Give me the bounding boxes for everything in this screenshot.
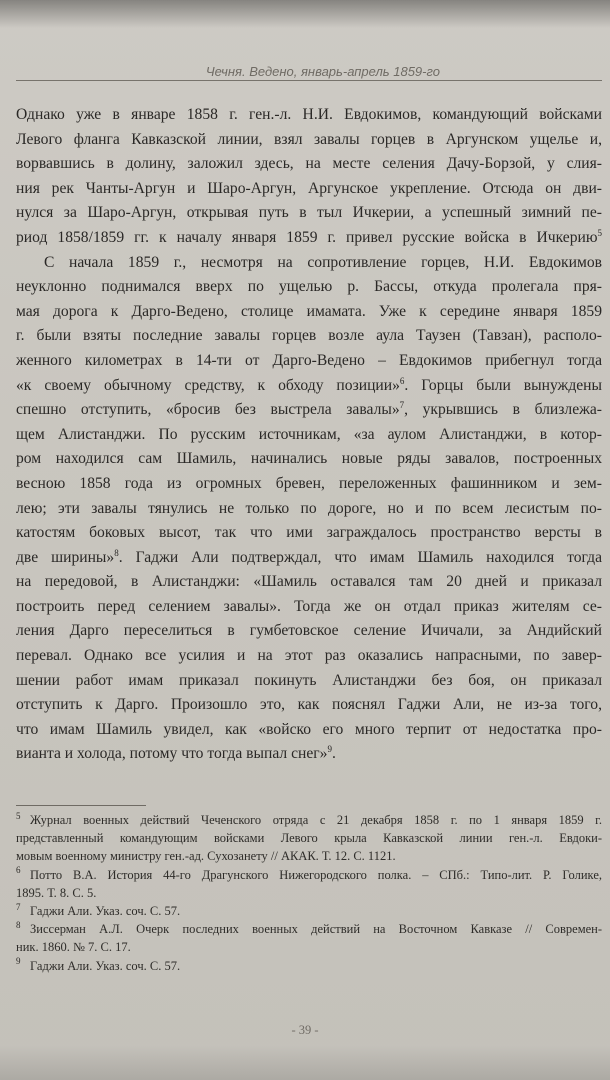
footnote-line: 5 Журнал военных действий Чеченского отряда с 21 декабря 1858 г. по 1 января 1859 г. (16, 811, 602, 827)
text-line: Однако уже в январе 1858 г. ген.-л. Н.И. Евдокимов, командующий войсками (16, 106, 602, 123)
footnote-ref[interactable]: 5 (597, 227, 602, 238)
footnote-text: Потто В.А. История 44-го Драгунского Нижегородского полка. – СПб.: Типо-лит. Р. Голике, (30, 867, 602, 882)
text-segment: . (331, 745, 336, 763)
footnote-text: Зиссерман А.Л. Очерк последних военных действий на Восточном Кавказе // Современ- (30, 922, 602, 937)
footnote-text: Журнал военных действий Чеченского отряда с 21 декабря 1858 г. по 1 января 1859 г. (30, 813, 602, 827)
footnote-text: Гаджи Али. Указ. соч. С. 57. (30, 958, 181, 973)
text-segment: . Горцы были вынуждены (404, 376, 602, 394)
text-line: шении работ имам приказал покинуть Алистанджи без боя, он приказал (16, 671, 602, 689)
text-line: мая дорога к Дарго-Ведено, столице имамата. Уже к середине января 1859 (16, 302, 602, 320)
footnote-line: 6 Потто В.А. История 44-го Драгунского Нижегородского полка. – СПб.: Типо-лит. Р. Голике, (16, 865, 602, 882)
footnote-line: 1895. Т. 8. С. 5. (16, 885, 97, 900)
text-line (16, 374, 602, 399)
text-segment: «к своему обычному средству, к обходу позиции» (16, 376, 400, 394)
text-line: ворвавшись в долину, заложил здесь, на месте селения Дачу-Борзой, у слия- (16, 155, 602, 173)
text-line: что имам Шамиль увидел, как «войско его много терпит от недостатка про- (16, 720, 602, 738)
text-segment: . Гаджи Али подтверждал, что имам Шамиль находился тогда (118, 548, 602, 566)
footnote-text: Гаджи Али. Указ. соч. С. 57. (30, 904, 181, 919)
text-segment: риод 1858/1859 гг. к началу января 1859 г. привел русские войска в Ичкерию (16, 228, 598, 246)
text-line: перевал. Однако все усилия и на этот раз оказались напрасными, по завер- (16, 647, 602, 665)
text-segment: две ширины» (16, 548, 115, 566)
top-shadow (0, 0, 610, 28)
footnote-rule (16, 805, 146, 806)
text-line: нулся за Шаро-Аргун, открывая путь в тыл Ичкерии, а успешный зимний пе- (16, 204, 602, 222)
text-line: на передовой, в Алистанджи: «Шамиль оставался там 20 дней и приказал (16, 573, 602, 591)
footnotes (16, 811, 602, 975)
text-line: лею; эти завалы тянулись не только по дороге, но и по всем лесистым по- (16, 499, 602, 517)
running-head: Чечня. Ведено, январь-апрель 1859-го (205, 64, 440, 79)
text-line: неуклонно поднимался вверх по ущелью р. Бассы, откуда пролегала пря- (16, 278, 602, 296)
main-text (16, 103, 602, 767)
footnote-ref[interactable]: 6 (399, 375, 405, 386)
footnote-ref[interactable]: 7 (399, 399, 405, 410)
footnote-ref[interactable]: 8 (114, 547, 119, 558)
text-line: щем Алистанджи. По русским источникам, «за аулом Алистанджи, в котор- (16, 425, 602, 443)
footnote-line: ник. 1860. № 7. С. 17. (16, 940, 131, 955)
page-number: - 39 - (291, 1023, 319, 1037)
footnote-line: 9 Гаджи Али. Указ. соч. С. 57. (16, 956, 181, 973)
text-segment: , укрывшись в близлежа- (404, 401, 602, 419)
bottom-shade (0, 1045, 610, 1080)
text-segment: спешно отступить, «бросив без выстрела завалы» (16, 401, 400, 419)
header-rule (16, 80, 602, 81)
text-line: г. были взяты последние завалы горцев возле аула Таузен (Тавзан), располо- (16, 327, 602, 345)
text-line: С начала 1859 г., несмотря на сопротивление горцев, Н.И. Евдокимов (44, 253, 602, 271)
footnote-line: 7 Гаджи Али. Указ. соч. С. 57. (16, 902, 181, 919)
text-line (16, 398, 602, 423)
text-line: весною 1858 года из огромных бревен, переложенных фашинником и зем- (16, 474, 602, 492)
text-line (16, 742, 602, 767)
footnote-line: 8 Зиссерман А.Л. Очерк последних военных действий на Восточном Кавказе // Современ- (16, 920, 602, 937)
text-line: построить перед селением завалы». Тогда же он отдал приказ жителям се- (16, 597, 602, 615)
footnote-line: представленный командующим войсками Левого крыла Кавказской линии ген.-л. Евдоки- (16, 831, 602, 846)
text-line: отступить к Дарго. Произошло это, как пояснял Гаджи Али, не из-за того, (16, 696, 602, 714)
footnote-line: мовым военному министру ген.-ад. Сухозанету // АКАК. Т. 12. С. 1121. (16, 849, 396, 864)
text-line: женного километрах в 14-ти от Дарго-Ведено – Евдокимов прибегнул тогда (16, 351, 602, 369)
text-segment: вианта и холода, потому что тогда выпал снег» (16, 745, 328, 763)
text-line: катостям боковых высот, так что ими заграждалось пространство версты в (16, 524, 602, 542)
text-line: ром находился сам Шамиль, начинались новые ряды завалов, построенных (16, 450, 602, 468)
footnote-ref[interactable]: 9 (327, 744, 332, 755)
text-line: Левого фланга Кавказской линии, взял завалы горцев в Аргунском ущелье и, (16, 130, 602, 148)
text-line (16, 226, 602, 251)
text-line: ния рек Чанты-Аргун и Шаро-Аргун, Аргунское укрепление. Отсюда он дви- (16, 179, 602, 197)
text-line (16, 546, 602, 571)
text-line: ления Дарго переселиться в гумбетовское селение Ичичали, за Андийский (16, 622, 602, 640)
